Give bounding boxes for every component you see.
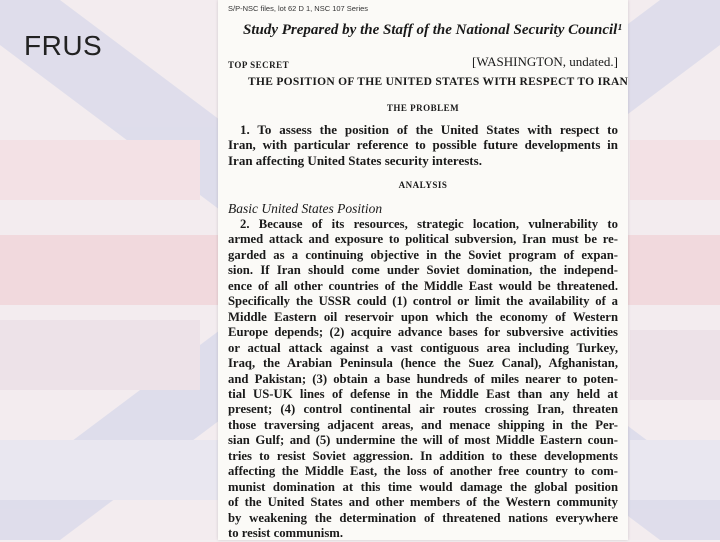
- analysis-paragraph: [228, 217, 618, 542]
- classification-label: TOP SECRET: [228, 60, 290, 70]
- section-problem: THE PROBLEM: [386, 103, 460, 113]
- document-subject: THE POSITION OF THE UNITED STATES WITH RESPECT TO IRAN: [248, 76, 629, 88]
- text-line: to resist communism.: [228, 526, 343, 541]
- text-line: affecting the Middle East, the loss of another free country to com-: [228, 464, 618, 479]
- text-line: tries to resist Soviet aggression. In addition to these developments: [228, 448, 618, 463]
- text-line: of the United States and other members of the Western community: [228, 495, 618, 510]
- text-line: armed attack and exposure to political subversion, Iran must be re-: [228, 232, 618, 247]
- text-line: and Pakistan; (3) obtain a base hundreds of miles nearer to poten-: [228, 371, 618, 386]
- text-line: by weakening the determination of threatened nations everywhere: [228, 510, 618, 525]
- text-line: sion. If Iran should come under Soviet domination, the independ-: [228, 263, 618, 278]
- text-line: tial US-UK lines of defense in the Middle East than any held at: [228, 386, 618, 401]
- text-line: 1. To assess the position of the United States with respect to: [240, 122, 618, 137]
- text-line: Specifically the USSR could (1) control or limit the availability of a: [228, 294, 618, 309]
- location-date: [WASHINGTON, undated.]: [472, 54, 618, 69]
- text-line: Middle Eastern oil reservoir upon which the economy of Western: [228, 309, 618, 324]
- text-line: Iraq, the Arabian Peninsula (hence the Suez Canal), Afghanistan,: [228, 356, 618, 371]
- problem-paragraph: [228, 122, 618, 168]
- subheading: Basic United States Position: [228, 201, 383, 216]
- text-line: munist domination at this time would damage the global position: [228, 479, 618, 494]
- text-line: those traversing adjacent areas, and menace shipping in the Per-: [228, 417, 618, 432]
- file-reference: S/P-NSC files, lot 62 D 1, NSC 107 Series: [228, 4, 369, 13]
- text-line: garded as a continuing objective in the Soviet program of expan-: [228, 247, 618, 262]
- text-line: Europe depends; (2) acquire advance bases for subversive activities: [228, 325, 618, 340]
- text-line: Iran affecting United States security interests.: [228, 152, 482, 168]
- text-line: 2. Because of its resources, strategic location, vulnerability to: [240, 217, 618, 231]
- slide-title: FRUS: [24, 30, 103, 61]
- text-line: Iran, with particular reference to possible future developments in: [228, 137, 618, 153]
- text-line: ence of all other countries of the Middle East would be threatened.: [228, 278, 618, 293]
- text-line: or actual attack against a vast contiguous area including Turkey,: [228, 340, 618, 355]
- document-page: [218, 0, 628, 540]
- text-line: present; (4) control continental air routes crossing Iran, threaten: [228, 402, 618, 417]
- section-analysis: ANALYSIS: [398, 180, 448, 190]
- document-heading: Study Prepared by the Staff of the National Security Council¹: [243, 22, 622, 38]
- text-line: sian Gulf; and (5) undermine the will of most Middle Eastern coun-: [228, 433, 618, 448]
